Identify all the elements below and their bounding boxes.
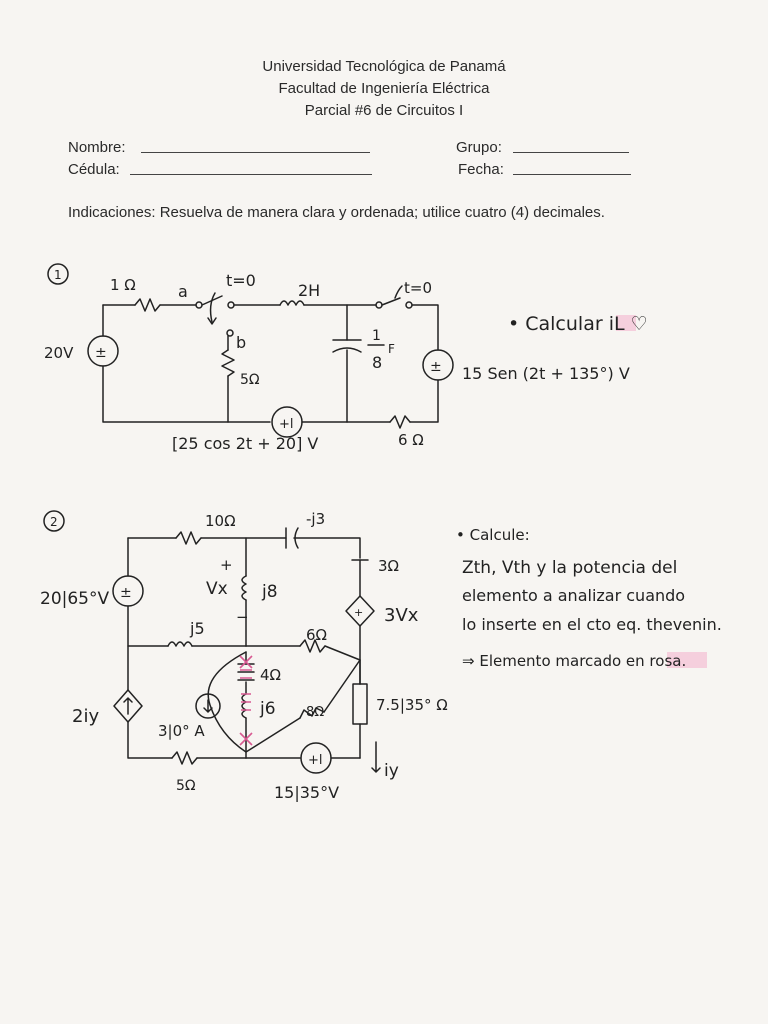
grupo-label: Grupo: [456, 139, 502, 156]
cedula-label: Cédula: [68, 161, 120, 178]
fecha-label: Fecha: [458, 161, 504, 178]
switch2-blade [382, 298, 400, 305]
exam-title: Parcial #6 de Circuitos I [304, 102, 464, 119]
p2-label-current: 3|0° A [158, 722, 205, 740]
node-a-terminal [196, 302, 202, 308]
svg-text:+: + [354, 606, 364, 619]
svg-text:±: ± [430, 359, 442, 375]
p1-label-source-left: 20V [44, 344, 74, 362]
p2-label-vx: Vx [206, 579, 228, 599]
p2-label-j8: j8 [262, 582, 278, 602]
nombre-label: Nombre: [68, 139, 126, 156]
p2-label-j6: j6 [260, 699, 276, 719]
p2-inductor-j5 [168, 642, 192, 646]
p2-task-line-2: Zth, Vth y la potencia del [462, 558, 678, 578]
p2-label-z75: 7.5|35° Ω [376, 696, 448, 714]
p2-label-source-bottom: 15|35°V [274, 783, 340, 802]
p2-label-vx-plus: + [220, 556, 233, 574]
problem-1-number: 1 [54, 268, 62, 282]
p2-task-line-5: ⇒ Elemento marcado en rosa. [462, 652, 687, 670]
p1-label-source-bottom: [25 cos 2t + 20] V [172, 434, 319, 453]
instructions: Indicaciones: Resuelva de manera clara y ordenada; utilice cuatro (4) decimales. [68, 204, 605, 221]
p2-task-line-1: • Calcule: [456, 526, 530, 544]
p1-label-source-right: 15 Sen (2t + 135°) V [462, 364, 630, 383]
p1-resistor-6ohm [390, 416, 410, 428]
p1-resistor-5ohm [222, 350, 234, 376]
p1-label-cap-unit: F [388, 342, 395, 356]
p1-label-switch1: t=0 [226, 271, 256, 290]
p2-label-r3: 3Ω [378, 557, 400, 575]
p1-label-r6: 6 Ω [398, 431, 424, 449]
p1-label-r5: 5Ω [240, 372, 260, 388]
p2-inductor-j6 [242, 694, 246, 718]
faculty-title: Facultad de Ingeniería Eléctrica [278, 80, 490, 97]
p2-resistor-5ohm [172, 752, 197, 764]
p1-label-cap-den: 8 [372, 353, 383, 372]
p2-label-iy: iy [384, 761, 399, 781]
university-title: Universidad Tecnológica de Panamá [262, 58, 506, 75]
p2-label-r10: 10Ω [205, 512, 236, 530]
p2-label-r5: 5Ω [176, 778, 196, 794]
problem-2-circuit [40, 510, 722, 802]
p2-label-dep-v: 3Vx [384, 605, 419, 626]
p2-inductor-j8 [242, 576, 246, 600]
p2-label-dep-i: 2iy [72, 706, 100, 727]
p1-label-node-b: b [236, 333, 247, 352]
p2-label-vx-minus: − [236, 608, 249, 626]
svg-text:+l: +l [308, 753, 323, 768]
p2-impedance-7-5 [353, 684, 367, 724]
problem-2-number: 2 [50, 515, 58, 529]
switch1-terminal [228, 302, 234, 308]
p2-label-j5: j5 [190, 619, 205, 638]
p1-task: • Calcular iL ♡ [508, 313, 648, 335]
svg-text:±: ± [120, 585, 132, 601]
iy-arrow [372, 742, 380, 772]
p2-label-cap: -j3 [306, 510, 326, 528]
p2-label-r4: 4Ω [260, 666, 282, 684]
p2-label-source-left: 20|65°V [40, 589, 110, 609]
p2-resistor-10ohm [176, 532, 201, 544]
p1-label-r1: 1 Ω [110, 276, 136, 294]
switch1-arrow [211, 293, 215, 322]
svg-text:+l: +l [279, 417, 294, 432]
p2-task-line-3: elemento a analizar cuando [462, 586, 686, 605]
p2-label-r8: 8Ω [306, 705, 325, 720]
p1-resistor-1ohm [135, 299, 160, 311]
p1-label-inductor: 2H [298, 281, 321, 300]
problem-1-circuit [44, 264, 648, 453]
svg-text:±: ± [95, 345, 107, 361]
node-b-terminal [227, 330, 233, 336]
p1-label-cap-num: 1 [372, 328, 381, 344]
switch2-terminal [376, 302, 382, 308]
p1-label-node-a: a [178, 282, 188, 301]
p1-inductor [280, 301, 304, 305]
p2-task-line-4: lo inserte en el cto eq. thevenin. [462, 615, 722, 634]
p2-label-r6: 6Ω [306, 626, 328, 644]
p1-label-switch2: t=0 [404, 279, 432, 297]
